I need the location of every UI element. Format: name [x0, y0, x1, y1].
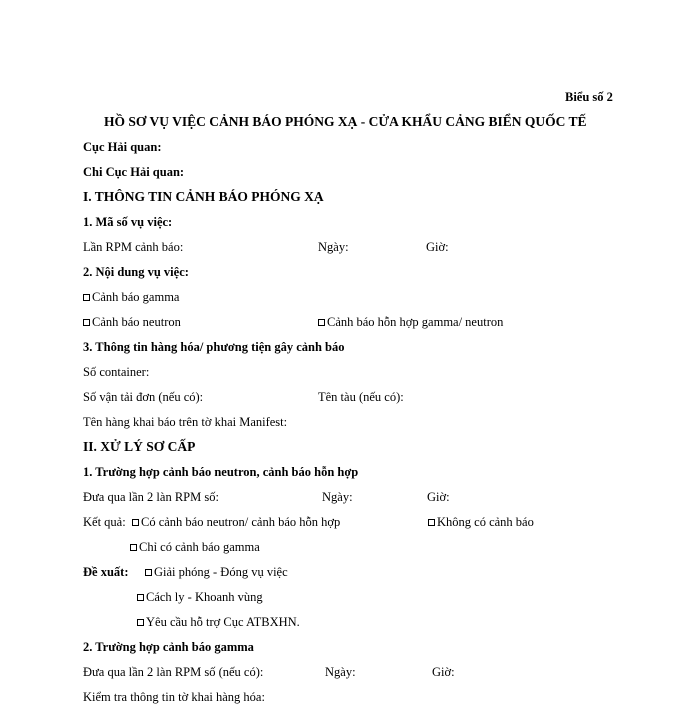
result-option-alert-label: Có cảnh báo neutron/ cảnh báo hỗn hợp	[141, 515, 341, 529]
checkbox-icon[interactable]	[130, 544, 137, 551]
checkbox-icon[interactable]	[145, 569, 152, 576]
date-label: Ngày:	[325, 665, 356, 679]
case-id-label: 1. Mã số vụ việc:	[83, 215, 173, 229]
cargo-info-label: 3. Thông tin hàng hóa/ phương tiện gây cảnh báo	[83, 340, 345, 354]
case-1-title: 1. Trường hợp cảnh báo neutron, cảnh báo hỗn hợp	[83, 465, 359, 479]
time-label: Giờ:	[427, 490, 450, 504]
container-number-field: Số container:	[83, 365, 150, 379]
manifest-goods-field: Tên hàng khai báo trên tờ khai Manifest:	[83, 415, 288, 429]
time-label: Giờ:	[432, 665, 455, 679]
result-option-no-alert-label: Không có cảnh báo	[437, 515, 534, 529]
case-content-label: 2. Nội dung vụ việc:	[83, 265, 189, 279]
rpm-alert-label: Lần RPM cảnh báo:	[83, 240, 184, 254]
result-option-alert[interactable]	[132, 515, 340, 529]
time-label: Giờ:	[426, 240, 449, 254]
customs-department-field: Cục Hải quan:	[83, 140, 162, 154]
form-number: Biểu số 2	[565, 90, 613, 104]
proposal-option-isolate[interactable]	[137, 590, 263, 604]
proposal-option-support-label: Yêu cầu hỗ trợ Cục ATBXHN.	[146, 615, 300, 629]
result-option-gamma-only-label: Chỉ có cảnh báo gamma	[139, 540, 260, 554]
checkbox-icon[interactable]	[137, 594, 144, 601]
ship-name-field: Tên tàu (nếu có):	[318, 390, 404, 404]
date-label: Ngày:	[322, 490, 353, 504]
option-gamma[interactable]	[83, 290, 179, 304]
checkbox-icon[interactable]	[83, 319, 90, 326]
section-1-title: I. THÔNG TIN CẢNH BÁO PHÓNG XẠ	[83, 189, 324, 204]
option-gamma-label: Cảnh báo gamma	[92, 290, 180, 304]
checkbox-icon[interactable]	[428, 519, 435, 526]
proposal-option-isolate-label: Cách ly - Khoanh vùng	[146, 590, 263, 604]
option-mixed-label: Cảnh báo hỗn hợp gamma/ neutron	[327, 315, 504, 329]
case-2-title: 2. Trường hợp cảnh báo gamma	[83, 640, 254, 654]
result-option-no-alert[interactable]	[428, 515, 534, 529]
bill-of-lading-field: Số vận tải đơn (nếu có):	[83, 390, 204, 404]
second-pass-optional-label: Đưa qua lần 2 làn RPM số (nếu có):	[83, 665, 264, 679]
proposal-option-support[interactable]	[137, 615, 300, 629]
checkbox-icon[interactable]	[137, 619, 144, 626]
second-pass-label: Đưa qua lần 2 làn RPM số:	[83, 490, 219, 504]
section-2-title: II. XỬ LÝ SƠ CẤP	[83, 439, 196, 454]
checkbox-icon[interactable]	[83, 294, 90, 301]
result-option-gamma-only[interactable]	[130, 540, 260, 554]
result-label: Kết quả:	[83, 515, 126, 529]
declaration-check-label: Kiểm tra thông tin tờ khai hàng hóa:	[83, 690, 265, 704]
proposal-label: Đề xuất:	[83, 565, 129, 579]
option-mixed[interactable]	[318, 315, 503, 329]
date-label: Ngày:	[318, 240, 349, 254]
proposal-option-release-label: Giải phóng - Đóng vụ việc	[154, 565, 288, 579]
option-neutron[interactable]	[83, 315, 181, 329]
checkbox-icon[interactable]	[318, 319, 325, 326]
checkbox-icon[interactable]	[132, 519, 139, 526]
proposal-option-release[interactable]	[145, 565, 288, 579]
option-neutron-label: Cảnh báo neutron	[92, 315, 181, 329]
customs-branch-field: Chi Cục Hải quan:	[83, 165, 185, 179]
document-title: HỒ SƠ VỤ VIỆC CẢNH BÁO PHÓNG XẠ - CỬA KHẨU CẢNG BIỂN QUỐC TẾ	[104, 114, 587, 129]
